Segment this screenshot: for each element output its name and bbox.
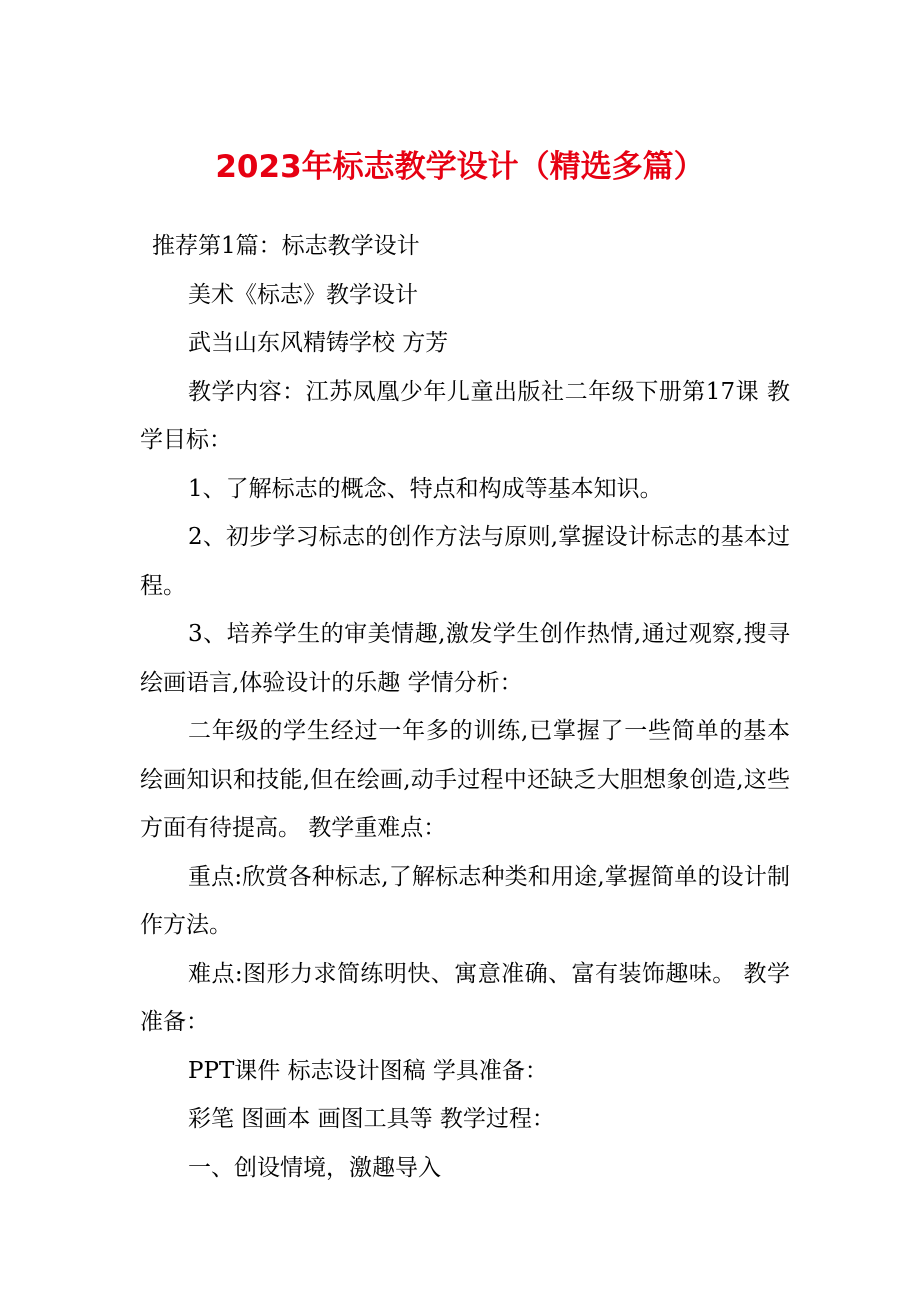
paragraph-recommendation: 推荐第1篇：标志教学设计 <box>152 233 420 259</box>
paragraph-tools: 彩笔 图画本 画图工具等 教学过程： <box>188 1106 555 1132</box>
paragraph-content: 教学内容：江苏凤凰少年儿童出版社二年级下册第17课 教学目标： <box>140 378 790 453</box>
paragraph-goal-1: 1、了解标志的概念、特点和构成等基本知识。 <box>188 475 663 502</box>
paragraph-materials: PPT课件 标志设计图稿 学具准备： <box>188 1057 548 1084</box>
paragraph-section-1: 一、创设情境，激趣导入 <box>188 1154 441 1181</box>
paragraph-key-point: 重点:欣赏各种标志,了解标志种类和用途,掌握简单的设计制作方法。 <box>140 863 790 938</box>
paragraph-subtitle: 美术《标志》教学设计 <box>188 281 418 308</box>
paragraph-analysis: 二年级的学生经过一年多的训练,已掌握了一些简单的基本绘画知识和技能,但在绘画,动手过程中还缺乏大胆想象创造,这些方面有待提高。 教学重难点： <box>140 718 790 841</box>
paragraph-author: 武当山东风精铸学校 方芳 <box>188 330 449 356</box>
paragraph-goal-3: 3、培养学生的审美情趣,激发学生创作热情,通过观察,搜寻绘画语言,体验设计的乐趣 学情分析： <box>140 621 790 696</box>
document-title: 2023年标志教学设计（精选多篇） <box>215 149 705 185</box>
document-body <box>140 222 790 1192</box>
paragraph-difficulty: 难点:图形力求简练明快、寓意准确、富有装饰趣味。 教学准备： <box>140 960 790 1035</box>
paragraph-goal-2: 2、初步学习标志的创作方法与原则,掌握设计标志的基本过程。 <box>140 524 790 599</box>
